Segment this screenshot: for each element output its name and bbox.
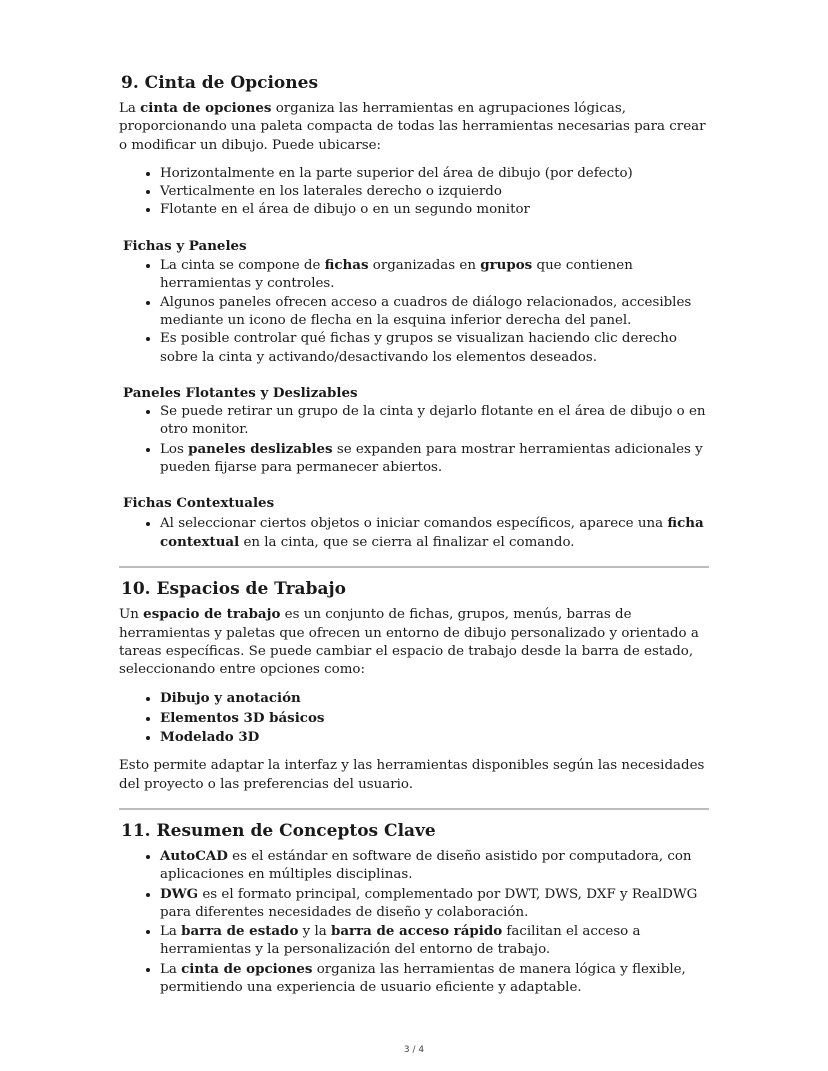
text-run: organiza las herramientas de manera lógica y flexible, permitiendo una experiencia de usuario eficiente y adaptable.	[160, 961, 686, 995]
list-item	[160, 201, 709, 219]
text-run: Horizontalmente en la parte superior del área de dibujo (por defecto)	[160, 165, 633, 181]
bold-text: Elementos 3D básicos	[160, 709, 325, 726]
text-run: y la	[298, 924, 331, 940]
list-item	[160, 728, 709, 747]
text-run: Al seleccionar ciertos objetos o iniciar comandos específicos, aparece una	[160, 515, 668, 531]
text-run: Algunos paneles ofrecen acceso a cuadros de diálogo relacionados, accesibles mediante un icono de flecha en la esquina inferior derecha del panel.	[160, 294, 692, 328]
section-espacios-de-trabajo	[119, 578, 709, 794]
section-intro	[119, 99, 709, 155]
list-item	[160, 183, 709, 201]
list-item	[160, 256, 709, 294]
bullet-list	[119, 403, 709, 477]
bold-text: cinta de opciones	[181, 960, 313, 977]
list-item	[160, 689, 709, 708]
text-run: Verticalmente en los laterales derecho o izquierdo	[160, 184, 502, 200]
workspace-option-list	[119, 689, 709, 747]
page-number: 3 / 4	[403, 1045, 425, 1055]
text-run: La	[160, 961, 182, 977]
bold-text: ficha contextual	[160, 514, 704, 550]
bold-text: barra de acceso rápido	[331, 923, 503, 940]
subsection-title: Fichas Contextuales	[123, 495, 275, 512]
bold-text: DWG	[160, 885, 199, 902]
list-item	[160, 440, 709, 478]
text-run: se expanden para mostrar herramientas adicionales y pueden fijarse para permanecer abiertos.	[160, 441, 703, 476]
section-intro	[119, 605, 709, 679]
text-run: es un conjunto de fichas, grupos, menús, barras de herramientas y paletas que ofrecen un entorno de dibujo personalizado y orientado a tareas específicas. Se puede cambiar el espacio de trabajo desde la barra de estado, seleccionando entre opciones como:	[119, 607, 699, 678]
bold-text: grupos	[480, 257, 533, 274]
section-divider	[119, 808, 709, 810]
text-run: Se puede retirar un grupo de la cinta y dejarlo flotante en el área de dibujo o en otro monitor.	[160, 404, 706, 438]
text-run: facilitan el acceso a herramientas y la personalización del entorno de trabajo.	[160, 924, 641, 958]
text-run: es el estándar en software de diseño asistido por computadora, con aplicaciones en múltiples disciplinas.	[160, 848, 692, 883]
bold-text: barra de estado	[181, 923, 299, 940]
bold-text: paneles deslizables	[188, 440, 333, 457]
section-resumen-conceptos	[119, 820, 709, 997]
text-run: Es posible controlar qué fichas y grupos se visualizan haciendo clic derecho sobre la cinta y activando/desactivando los elementos deseados.	[160, 331, 677, 365]
text-run: Un	[119, 607, 144, 623]
subsection-title: Paneles Flotantes y Deslizables	[123, 384, 358, 401]
section-title: 10. Espacios de Trabajo	[121, 579, 346, 600]
list-item	[160, 403, 709, 440]
bold-text: Dibujo y anotación	[160, 690, 301, 707]
bold-text: cinta de opciones	[140, 100, 272, 116]
text-run: Flotante en el área de dibujo o en un segundo monitor	[160, 202, 530, 218]
bullet-list	[119, 256, 709, 367]
text-run: La	[119, 101, 141, 116]
text-run: en la cinta, que se cierra al finalizar el comando.	[239, 534, 575, 550]
page-content	[119, 72, 709, 997]
list-item	[160, 960, 709, 998]
list-item	[160, 709, 709, 728]
text-run: organizadas en	[368, 258, 481, 274]
bold-text: espacio de trabajo	[143, 606, 281, 623]
list-item	[160, 294, 709, 331]
bold-text: Modelado 3D	[160, 729, 260, 746]
list-item	[160, 885, 709, 923]
list-item	[160, 514, 709, 553]
list-item	[160, 922, 709, 960]
text-run: organiza las herramientas en agrupaciones lógicas, proporcionando una paleta compacta de todas las herramientas necesarias para crear o modificar un dibujo. Puede ubicarse:	[119, 101, 706, 153]
list-item	[160, 847, 709, 885]
text-run: La	[160, 924, 182, 940]
section-title: 9. Cinta de Opciones	[121, 73, 319, 93]
bullet-list	[119, 514, 709, 553]
text-run: La cinta se compone de	[160, 258, 325, 274]
list-item	[160, 330, 709, 367]
bold-text: fichas	[324, 257, 369, 274]
text-run: Los	[160, 441, 189, 457]
bullet-list	[119, 847, 709, 997]
section-cinta-de-opciones	[119, 72, 709, 552]
bold-text: AutoCAD	[160, 847, 228, 864]
location-list	[119, 165, 709, 220]
section-outro: Esto permite adaptar la interfaz y las herramientas disponibles según las necesidades del proyecto o las preferencias del usuario.	[119, 758, 705, 792]
text-run: que contienen herramientas y controles.	[160, 258, 633, 292]
section-title: 11. Resumen de Conceptos Clave	[121, 820, 436, 841]
subsection-title: Fichas y Paneles	[123, 237, 247, 254]
list-item	[160, 165, 709, 183]
text-run: es el formato principal, complementado por DWT, DWS, DXF y RealDWG para diferentes necesidades de diseño y colaboración.	[160, 886, 698, 920]
section-divider	[119, 566, 709, 568]
